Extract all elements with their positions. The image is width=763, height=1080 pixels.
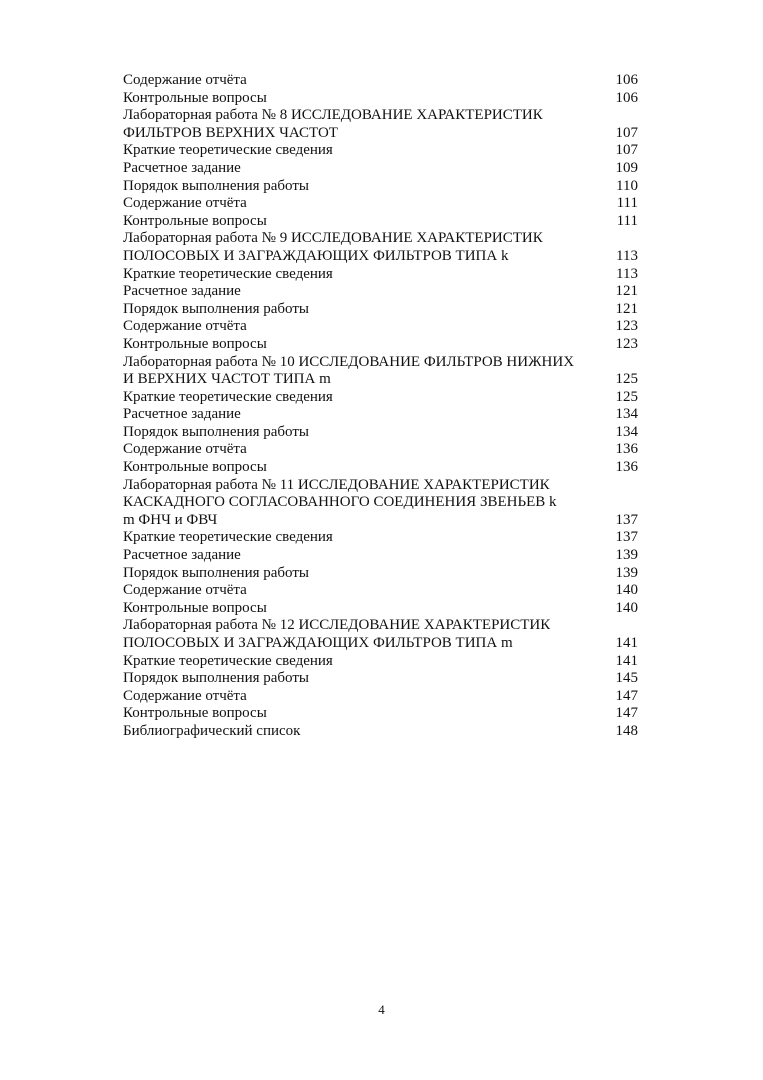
table-of-contents: [123, 72, 638, 741]
toc-entry-title: Контрольные вопросы: [123, 459, 267, 476]
page-number: 4: [378, 1002, 385, 1017]
toc-entry-title: Контрольные вопросы: [123, 212, 267, 229]
toc-entry-title: Контрольные вопросы: [123, 89, 267, 106]
toc-entry-page: 111: [616, 195, 638, 212]
toc-entry-page: 125: [615, 388, 638, 405]
toc-entry-page: 147: [615, 687, 638, 704]
toc-entry: [123, 142, 638, 160]
toc-entry-title: Библиографический список: [123, 722, 301, 739]
toc-entry: [123, 600, 638, 618]
toc-entry-title: Краткие теоретические сведения: [123, 142, 333, 159]
toc-entry-page: 140: [615, 599, 638, 616]
toc-entry-title: Краткие теоретические сведения: [123, 265, 333, 282]
toc-entry-title: Содержание отчёта: [123, 318, 247, 335]
toc-entry-title: Расчетное задание: [123, 283, 241, 300]
toc-entry-title: ФИЛЬТРОВ ВЕРХНИХ ЧАСТОТ: [123, 124, 338, 141]
toc-entry: [123, 178, 638, 196]
toc-entry-page: 141: [615, 635, 638, 651]
toc-entry-title: Порядок выполнения работы: [123, 177, 309, 194]
toc-entry-page: 137: [615, 529, 638, 546]
toc-entry: [123, 424, 638, 442]
toc-entry-page: 148: [615, 722, 638, 739]
toc-entry-page: 134: [615, 406, 638, 423]
toc-entry: [123, 688, 638, 706]
toc-entry: [123, 617, 638, 635]
toc-entry-title: Содержание отчёта: [123, 441, 247, 458]
toc-entry-page: 123: [615, 318, 638, 335]
toc-entry: [123, 283, 638, 301]
toc-entry-title: Лабораторная работа № 9 ИССЛЕДОВАНИЕ ХАРАКТЕРИСТИК: [123, 230, 543, 247]
toc-entry: [123, 318, 638, 336]
toc-entry: [123, 565, 638, 583]
toc-entry-title: Порядок выполнения работы: [123, 300, 309, 317]
toc-entry-title: Содержание отчёта: [123, 72, 247, 88]
toc-entry: [123, 459, 638, 477]
toc-entry-page: 125: [615, 371, 638, 388]
toc-entry: [123, 547, 638, 565]
toc-entry: [123, 441, 638, 459]
toc-entry: [123, 406, 638, 424]
toc-entry: [123, 723, 638, 741]
toc-entry-title: Краткие теоретические сведения: [123, 652, 333, 669]
toc-entry: [123, 653, 638, 671]
toc-entry-title: Контрольные вопросы: [123, 599, 267, 616]
toc-entry-title: Расчетное задание: [123, 547, 241, 564]
toc-entry-page: 123: [615, 335, 638, 352]
toc-entry-title: ПОЛОСОВЫХ И ЗАГРАЖДАЮЩИХ ФИЛЬТРОВ ТИПА k: [123, 247, 509, 264]
toc-entry: [123, 336, 638, 354]
toc-entry-page: 139: [615, 564, 638, 581]
toc-entry-page: 111: [616, 212, 638, 229]
toc-entry: [123, 494, 638, 512]
toc-entry: [123, 582, 638, 600]
toc-entry: [123, 635, 638, 653]
toc-entry-title: Контрольные вопросы: [123, 335, 267, 352]
toc-entry: [123, 125, 638, 143]
toc-entry: [123, 477, 638, 495]
toc-entry: [123, 195, 638, 213]
toc-entry-page: 113: [616, 265, 638, 282]
toc-entry-title: Лабораторная работа № 8 ИССЛЕДОВАНИЕ ХАРАКТЕРИСТИК: [123, 107, 543, 124]
toc-entry: [123, 354, 638, 372]
toc-entry-page: 107: [615, 142, 638, 159]
toc-entry: [123, 670, 638, 688]
toc-entry-page: 107: [615, 124, 638, 141]
toc-entry-title: Порядок выполнения работы: [123, 564, 309, 581]
toc-entry-page: 134: [615, 423, 638, 440]
toc-entry-title: ПОЛОСОВЫХ И ЗАГРАЖДАЮЩИХ ФИЛЬТРОВ ТИПА m: [123, 635, 513, 651]
toc-entry: [123, 266, 638, 284]
toc-entry-title: И ВЕРХНИХ ЧАСТОТ ТИПА m: [123, 371, 331, 388]
toc-entry-title: КАСКАДНОГО СОГЛАСОВАННОГО СОЕДИНЕНИЯ ЗВЕНЬЕВ k: [123, 494, 557, 511]
toc-entry-title: m ФНЧ и ФВЧ: [123, 511, 218, 528]
toc-entry-title: Лабораторная работа № 10 ИССЛЕДОВАНИЕ ФИЛЬТРОВ НИЖНИХ: [123, 353, 575, 370]
toc-entry: [123, 248, 638, 266]
toc-entry-page: 121: [615, 300, 638, 317]
toc-entry-page: 145: [615, 670, 638, 687]
toc-entry-title: Контрольные вопросы: [123, 705, 267, 722]
toc-entry-page: 140: [615, 582, 638, 599]
toc-entry-page: 141: [615, 652, 638, 669]
toc-entry-page: 139: [615, 547, 638, 564]
toc-entry-page: 109: [615, 159, 638, 176]
toc-entry-page: 147: [615, 705, 638, 722]
toc-entry-title: Расчетное задание: [123, 406, 241, 423]
toc-entry: [123, 371, 638, 389]
toc-entry-page: 137: [615, 511, 638, 528]
toc-entry-page: 136: [615, 459, 638, 476]
toc-entry-title: Содержание отчёта: [123, 195, 247, 212]
toc-entry: [123, 512, 638, 530]
toc-entry-page: 136: [615, 441, 638, 458]
toc-entry-title: Расчетное задание: [123, 159, 241, 176]
toc-entry: [123, 705, 638, 723]
toc-entry: [123, 389, 638, 407]
toc-entry-title: Содержание отчёта: [123, 582, 247, 599]
toc-entry: [123, 107, 638, 125]
toc-entry-title: Порядок выполнения работы: [123, 670, 309, 687]
toc-entry-title: Лабораторная работа № 11 ИССЛЕДОВАНИЕ ХАРАКТЕРИСТИК: [123, 476, 550, 493]
toc-entry: [123, 301, 638, 319]
toc-entry-title: Краткие теоретические сведения: [123, 529, 333, 546]
toc-entry-title: Содержание отчёта: [123, 687, 247, 704]
toc-entry-title: Лабораторная работа № 12 ИССЛЕДОВАНИЕ ХАРАКТЕРИСТИК: [123, 617, 551, 634]
toc-entry-page: 121: [615, 283, 638, 300]
toc-entry: [123, 230, 638, 248]
toc-entry: [123, 72, 638, 90]
toc-entry-page: 113: [616, 247, 638, 264]
toc-entry: [123, 90, 638, 108]
toc-entry-title: Краткие теоретические сведения: [123, 388, 333, 405]
toc-entry-page: 110: [616, 177, 638, 194]
toc-entry-page: 106: [615, 72, 638, 88]
toc-entry-title: Порядок выполнения работы: [123, 423, 309, 440]
toc-entry: [123, 160, 638, 178]
toc-entry: [123, 213, 638, 231]
toc-entry-page: 106: [615, 89, 638, 106]
toc-entry: [123, 529, 638, 547]
